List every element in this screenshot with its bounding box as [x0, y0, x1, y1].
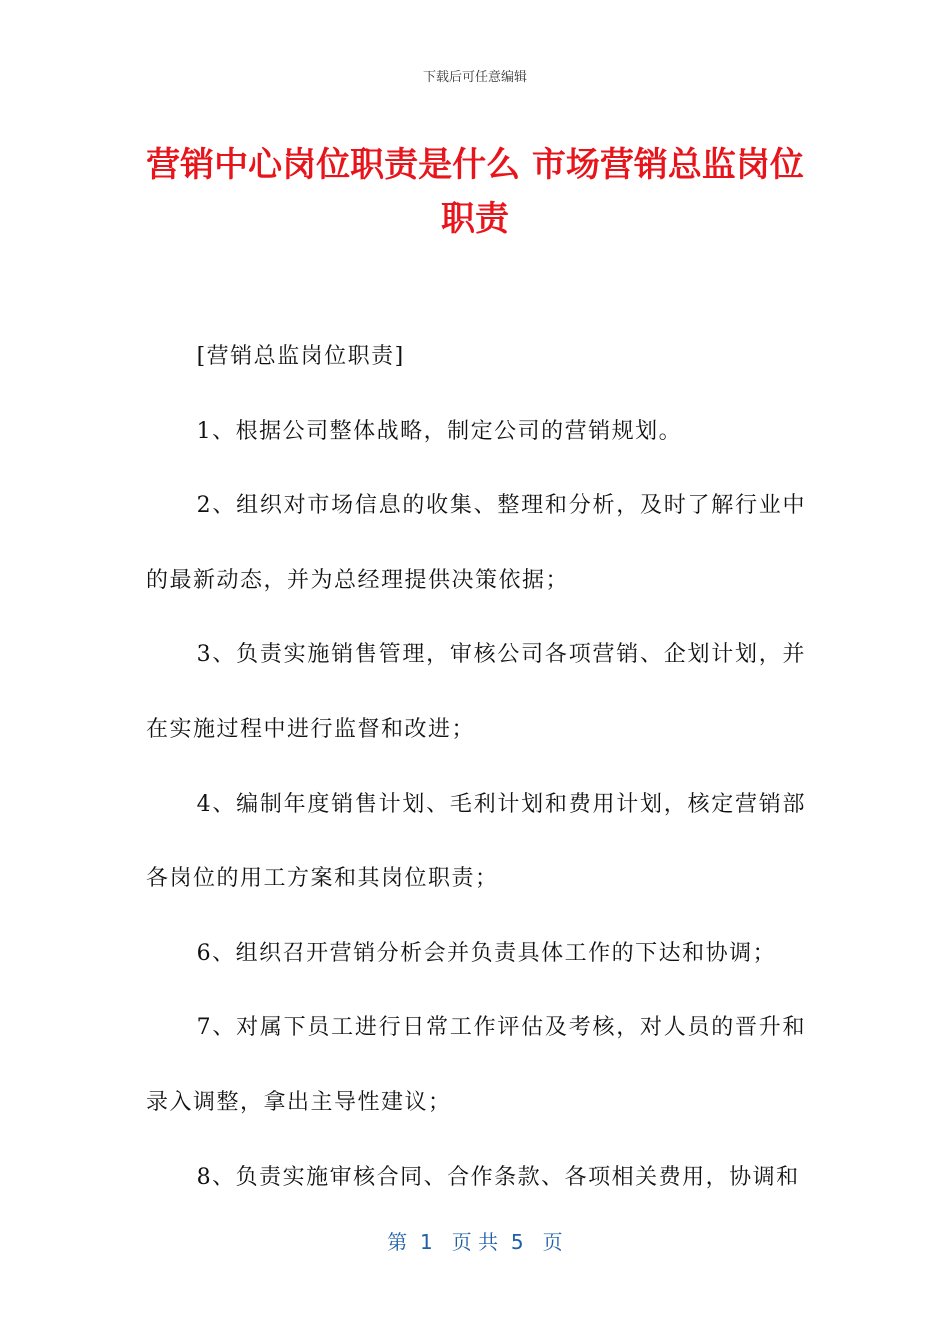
paragraph: 6、组织召开营销分析会并负责具体工作的下达和协调； [196, 940, 777, 966]
document-title: 营销中心岗位职责是什么 市场营销总监岗位职责 [146, 145, 804, 239]
section-heading: [营销总监岗位职责] [196, 344, 405, 369]
paragraph: 4、编制年度销售计划、毛利计划和费用计划，核定营销部各岗位的用工方案和其岗位职责； [146, 791, 806, 892]
paragraph: 8、负责实施审核合同、合作条款、各项相关费用，协调和 [196, 1164, 800, 1190]
header-note: 下载后可任意编辑 [422, 70, 527, 85]
document-body [146, 320, 806, 1215]
paragraph: 3、负责实施销售管理，审核公司各项营销、企划计划，并在实施过程中进行监督和改进； [146, 642, 806, 742]
paragraph: 2、组织对市场信息的收集、整理和分析，及时了解行业中的最新动态，并为总经理提供决策依据； [146, 493, 806, 593]
paragraph: 7、对属下员工进行日常工作评估及考核，对人员的晋升和录入调整，拿出主导性建议； [146, 1015, 806, 1115]
page-number-footer: 第 1 页 共 5 页 [387, 1230, 563, 1254]
paragraph: 1、根据公司整体战略，制定公司的营销规划。 [196, 418, 683, 444]
